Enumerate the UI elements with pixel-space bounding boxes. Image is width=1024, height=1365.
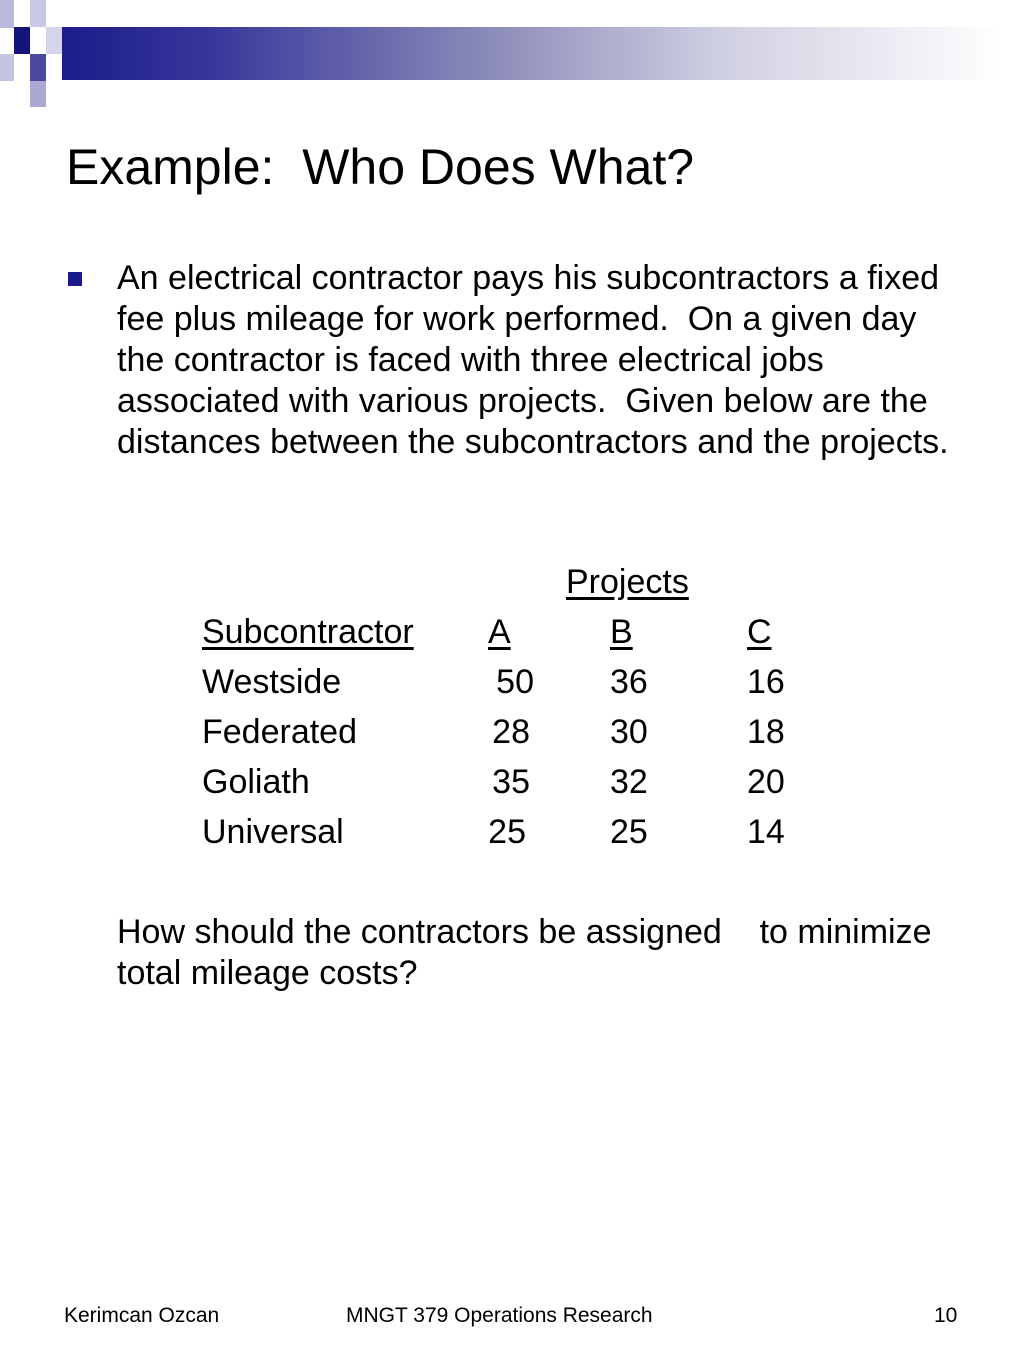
row-value-b: 32 <box>610 763 648 801</box>
header-square-decoration <box>30 54 46 81</box>
row-value-c: 20 <box>747 763 785 801</box>
header-gradient-bar <box>62 27 1002 80</box>
header-square-decoration <box>30 0 46 27</box>
projects-header: Projects <box>566 563 689 601</box>
header-square-decoration <box>14 27 30 54</box>
slide-title: Example: Who Does What? <box>66 139 695 195</box>
header-square-decoration <box>0 0 14 28</box>
row-subcontractor: Federated <box>202 713 357 751</box>
footer-course: MNGT 379 Operations Research <box>346 1304 653 1327</box>
bullet-paragraph: An electrical contractor pays his subcontractors a fixed fee plus mileage for work performed. On a given day the contractor is faced with three electrical jobs associated with various projects. Given below are the distances between the subcontractors and the projects. <box>117 259 949 461</box>
row-value-a: 25 <box>488 813 526 851</box>
footer-author: Kerimcan Ozcan <box>64 1304 220 1327</box>
table-header-b: B <box>610 613 633 651</box>
row-value-b: 30 <box>610 713 648 751</box>
table-header-subcontractor: Subcontractor <box>202 613 414 651</box>
row-value-c: 16 <box>747 663 785 701</box>
question-text: How should the contractors be assigned to minimize total mileage costs? <box>117 913 941 992</box>
header-square-decoration <box>46 27 62 54</box>
row-value-a: 50 <box>496 663 534 701</box>
row-value-b: 25 <box>610 813 648 851</box>
row-subcontractor: Universal <box>202 813 344 851</box>
row-subcontractor: Goliath <box>202 763 310 801</box>
row-value-b: 36 <box>610 663 648 701</box>
table-header-c: C <box>747 613 772 651</box>
table-header-a: A <box>488 613 511 651</box>
square-bullet-icon <box>68 272 82 286</box>
row-value-a: 28 <box>492 713 530 751</box>
row-value-c: 14 <box>747 813 785 851</box>
header-square-decoration <box>30 81 46 107</box>
row-value-c: 18 <box>747 713 785 751</box>
row-value-a: 35 <box>492 763 530 801</box>
row-subcontractor: Westside <box>202 663 342 701</box>
footer-page-number: 10 <box>934 1304 958 1327</box>
header-square-decoration <box>0 54 14 81</box>
